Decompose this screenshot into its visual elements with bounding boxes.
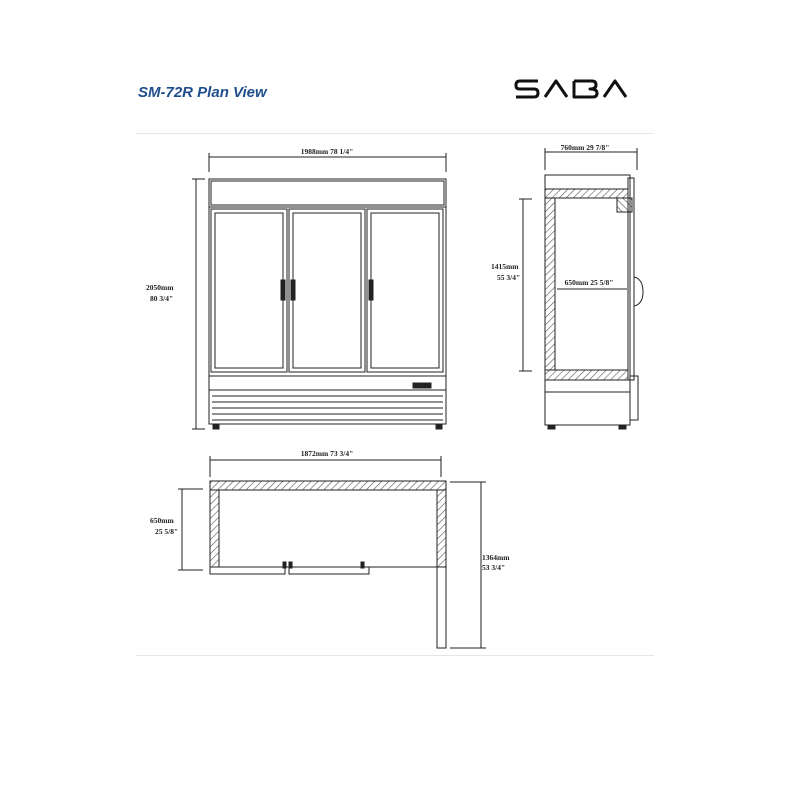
side-height-in-label: 55 3/4" <box>497 273 521 282</box>
front-door-right <box>367 209 443 372</box>
top-depth-mm-label: 650mm <box>150 516 174 525</box>
front-view <box>192 153 446 429</box>
front-height-dimension <box>192 179 205 429</box>
front-door-center <box>289 209 365 372</box>
front-width-label: 1988mm 78 1/4" <box>300 147 354 156</box>
side-height-mm-label: 1415mm <box>491 262 519 271</box>
side-inner-depth-label: 650mm 25 5/8" <box>564 278 614 287</box>
front-height-mm-label: 2050mm <box>146 283 174 292</box>
side-height-dimension <box>519 199 532 371</box>
front-door-left <box>211 209 287 372</box>
top-view <box>178 456 486 648</box>
door-open-dimension <box>450 482 486 648</box>
side-view <box>519 148 643 429</box>
door-open-mm-label: 1364mm <box>482 553 510 562</box>
door-open-in-label: 53 3/4" <box>482 563 506 572</box>
front-height-in-label: 80 3/4" <box>150 294 174 303</box>
page-title: SM-72R Plan View <box>138 84 267 101</box>
top-width-dimension <box>210 456 441 477</box>
top-depth-in-label: 25 5/8" <box>155 527 179 536</box>
side-depth-label: 760mm 29 7/8" <box>560 143 610 152</box>
top-width-label: 1872mm 73 3/4" <box>300 449 354 458</box>
top-depth-dimension <box>178 489 203 570</box>
